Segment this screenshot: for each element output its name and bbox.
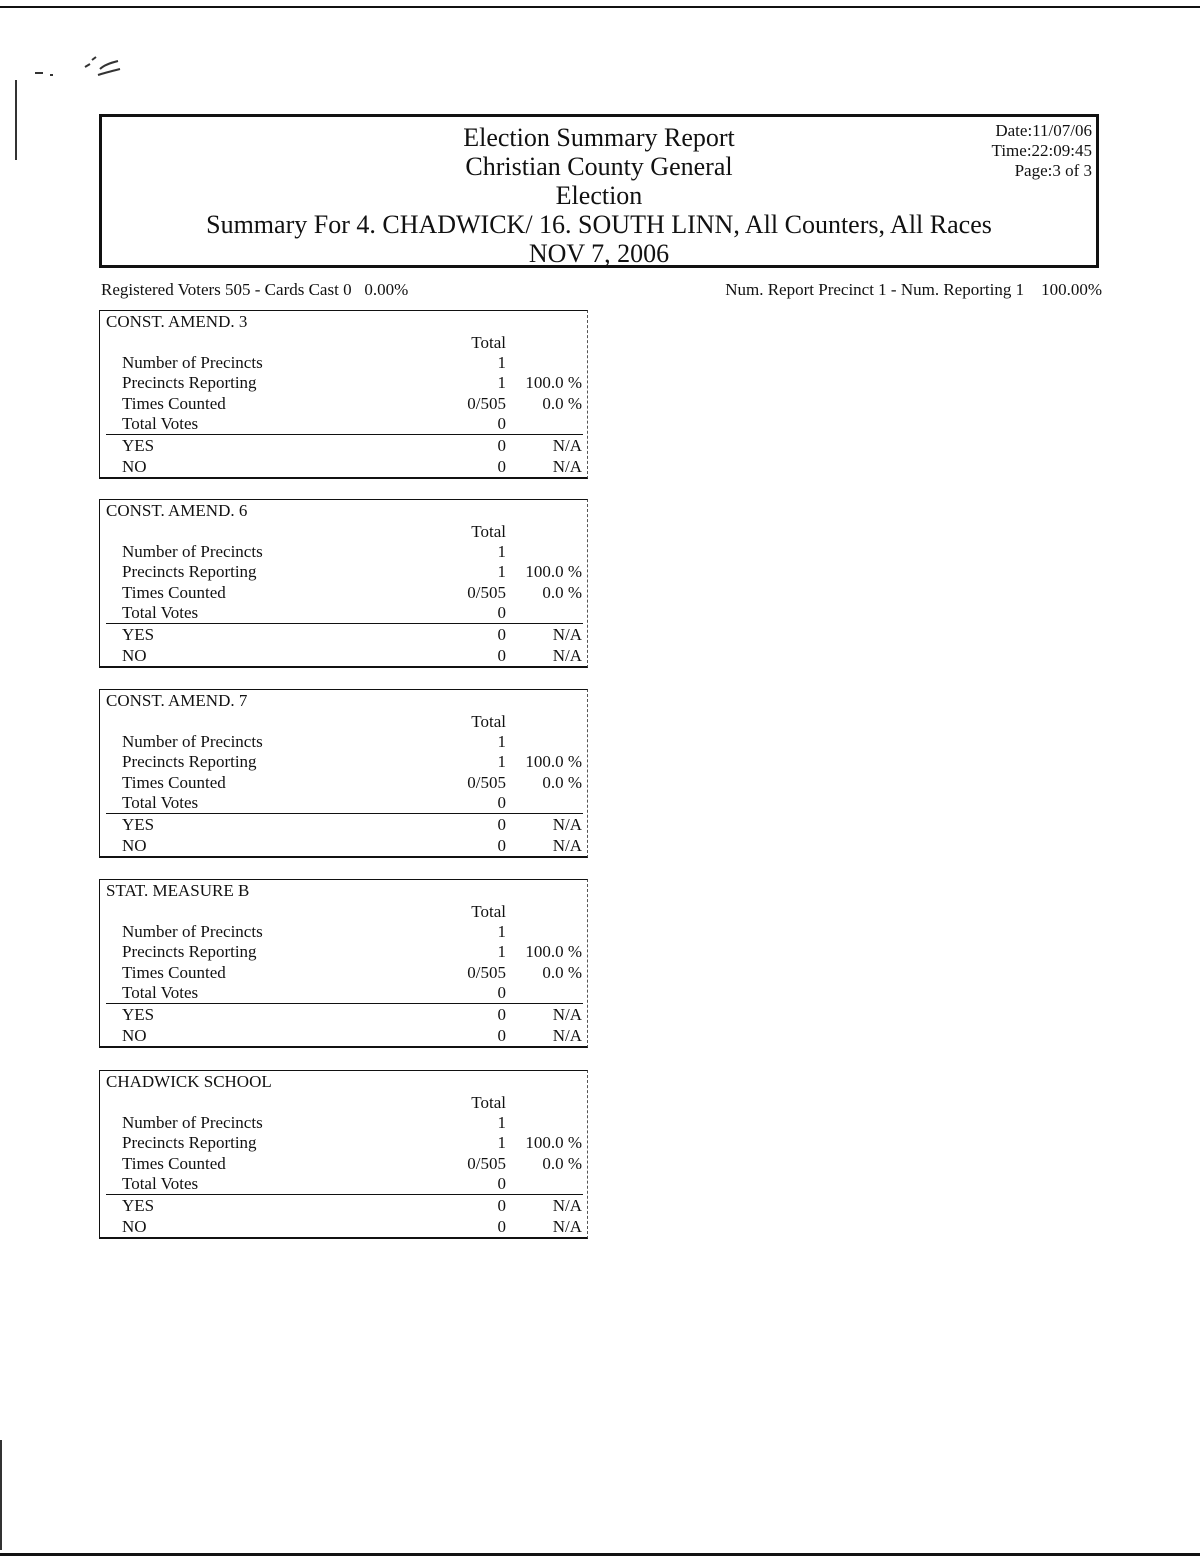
report-time: Time:22:09:45 — [991, 141, 1092, 160]
race-row — [100, 583, 587, 603]
race-row — [100, 394, 587, 414]
race-row — [100, 414, 587, 434]
row-label: Times Counted — [122, 394, 226, 413]
row-percent: N/A — [552, 457, 582, 476]
row-total: 0 — [497, 1005, 506, 1024]
race-row — [100, 922, 587, 942]
race-row — [100, 1217, 587, 1237]
row-total: 0 — [497, 603, 506, 622]
race-row — [100, 1133, 587, 1153]
race-row — [100, 773, 587, 793]
row-label: NO — [122, 836, 147, 855]
race-row — [100, 646, 587, 666]
race-row — [100, 732, 587, 752]
row-label: Number of Precincts — [122, 1113, 263, 1132]
row-label: Total Votes — [122, 603, 199, 622]
race-title: STAT. MEASURE B — [106, 881, 250, 900]
row-label: Number of Precincts — [122, 922, 263, 941]
row-label: Number of Precincts — [122, 542, 263, 561]
row-label: Times Counted — [122, 773, 226, 792]
row-total: 0 — [497, 436, 506, 455]
total-header: Total — [471, 902, 506, 921]
race-title: CONST. AMEND. 3 — [106, 312, 248, 331]
scan-bottom-edge — [0, 1553, 1200, 1566]
row-percent: N/A — [552, 625, 582, 644]
row-percent: 0.0 % — [542, 1154, 582, 1173]
row-total: 0/505 — [467, 394, 506, 413]
row-percent: 0.0 % — [542, 963, 582, 982]
row-label: Total Votes — [122, 1174, 199, 1193]
total-header-row — [100, 333, 587, 353]
row-percent: N/A — [552, 815, 582, 834]
race-row — [100, 1154, 587, 1174]
report-date: Date:11/07/06 — [995, 121, 1092, 140]
row-total: 0 — [497, 1217, 506, 1236]
row-total: 0/505 — [467, 773, 506, 792]
votes-divider — [106, 434, 583, 435]
row-total: 0 — [497, 815, 506, 834]
row-label: NO — [122, 1217, 147, 1236]
registered-voters-summary: Registered Voters 505 - Cards Cast 0 0.00% — [101, 280, 409, 299]
row-total: 0 — [497, 414, 506, 433]
race-row — [100, 542, 587, 562]
total-header-row — [100, 1093, 587, 1113]
row-total: 1 — [497, 1113, 506, 1132]
precinct-reporting-summary: Num. Report Precinct 1 - Num. Reporting 1 100.00% — [725, 280, 1102, 299]
total-header: Total — [471, 333, 506, 352]
row-percent: N/A — [552, 436, 582, 455]
row-label: YES — [122, 815, 155, 834]
race-row — [100, 1196, 587, 1216]
row-total: 0 — [497, 625, 506, 644]
row-percent: 100.0 % — [525, 562, 582, 581]
row-total: 0 — [497, 1174, 506, 1193]
scan-speck-marks — [30, 55, 130, 85]
race-row — [100, 436, 587, 456]
row-label: Number of Precincts — [122, 353, 263, 372]
row-total: 1 — [497, 942, 506, 961]
report-summary-for: Summary For 4. CHADWICK/ 16. SOUTH LINN, All Counters, All Races — [206, 210, 992, 239]
votes-divider — [106, 1194, 583, 1195]
race-title: CONST. AMEND. 6 — [106, 501, 248, 520]
report-election: Election — [555, 181, 643, 210]
row-percent: 100.0 % — [525, 373, 582, 392]
row-total: 1 — [497, 373, 506, 392]
race-stat-measure-b — [99, 879, 588, 1048]
row-label: Total Votes — [122, 414, 199, 433]
row-label: YES — [122, 625, 155, 644]
race-row — [100, 836, 587, 856]
race-const-amend-3 — [99, 310, 588, 479]
row-percent: N/A — [552, 836, 582, 855]
race-row — [100, 1174, 587, 1194]
report-page: Page:3 of 3 — [1014, 161, 1092, 180]
report-title: Election Summary Report — [463, 123, 735, 152]
row-total: 0 — [497, 793, 506, 812]
total-header-row — [100, 902, 587, 922]
row-percent: 100.0 % — [525, 752, 582, 771]
row-percent: N/A — [552, 1005, 582, 1024]
scan-top-edge — [0, 0, 1200, 8]
row-label: Total Votes — [122, 983, 199, 1002]
row-percent: 0.0 % — [542, 773, 582, 792]
row-percent: N/A — [552, 1026, 582, 1045]
row-percent: N/A — [552, 1217, 582, 1236]
report-county: Christian County General — [465, 152, 733, 181]
report-stamp — [992, 121, 1092, 181]
row-percent: 100.0 % — [525, 1133, 582, 1152]
race-title: CHADWICK SCHOOL — [106, 1072, 272, 1091]
row-label: Precincts Reporting — [122, 752, 257, 771]
row-percent: N/A — [552, 1196, 582, 1215]
race-row — [100, 353, 587, 373]
row-label: YES — [122, 436, 155, 455]
row-total: 0 — [497, 457, 506, 476]
row-total: 1 — [497, 542, 506, 561]
row-percent: 0.0 % — [542, 394, 582, 413]
race-row — [100, 793, 587, 813]
row-total: 0/505 — [467, 1154, 506, 1173]
votes-divider — [106, 623, 583, 624]
votes-divider — [106, 813, 583, 814]
row-label: YES — [122, 1005, 155, 1024]
row-label: Precincts Reporting — [122, 373, 257, 392]
row-label: Precincts Reporting — [122, 562, 257, 581]
row-total: 1 — [497, 562, 506, 581]
row-label: Times Counted — [122, 963, 226, 982]
row-label: NO — [122, 457, 147, 476]
race-row — [100, 983, 587, 1003]
row-label: NO — [122, 1026, 147, 1045]
row-total: 1 — [497, 353, 506, 372]
row-percent: 0.0 % — [542, 583, 582, 602]
row-label: Times Counted — [122, 1154, 226, 1173]
total-header: Total — [471, 522, 506, 541]
row-label: Total Votes — [122, 793, 199, 812]
total-header-row — [100, 712, 587, 732]
votes-divider — [106, 1003, 583, 1004]
race-title: CONST. AMEND. 7 — [106, 691, 248, 710]
row-total: 1 — [497, 1133, 506, 1152]
row-total: 0/505 — [467, 963, 506, 982]
race-row — [100, 373, 587, 393]
race-chadwick-school — [99, 1070, 588, 1239]
total-header-row — [100, 522, 587, 542]
race-const-amend-7 — [99, 689, 588, 858]
row-label: Number of Precincts — [122, 732, 263, 751]
total-header: Total — [471, 1093, 506, 1112]
race-row — [100, 1005, 587, 1025]
row-total: 0/505 — [467, 583, 506, 602]
race-row — [100, 942, 587, 962]
race-row — [100, 963, 587, 983]
row-label: Precincts Reporting — [122, 1133, 257, 1152]
race-row — [100, 562, 587, 582]
report-election-date: NOV 7, 2006 — [528, 239, 670, 268]
total-header: Total — [471, 712, 506, 731]
row-label: YES — [122, 1196, 155, 1215]
row-percent: N/A — [552, 646, 582, 665]
row-total: 1 — [497, 732, 506, 751]
row-label: Times Counted — [122, 583, 226, 602]
race-row — [100, 1026, 587, 1046]
race-row — [100, 1113, 587, 1133]
race-row — [100, 603, 587, 623]
scan-margin-mark — [0, 1440, 2, 1550]
row-percent: 100.0 % — [525, 942, 582, 961]
row-total: 0 — [497, 1026, 506, 1045]
row-total: 0 — [497, 1196, 506, 1215]
race-row — [100, 457, 587, 477]
row-label: NO — [122, 646, 147, 665]
report-header — [99, 114, 1099, 268]
race-const-amend-6 — [99, 499, 588, 668]
race-row — [100, 625, 587, 645]
row-total: 1 — [497, 752, 506, 771]
row-total: 0 — [497, 836, 506, 855]
row-label: Precincts Reporting — [122, 942, 257, 961]
row-total: 0 — [497, 646, 506, 665]
scan-margin-mark — [15, 80, 17, 160]
row-total: 0 — [497, 983, 506, 1002]
row-total: 1 — [497, 922, 506, 941]
race-row — [100, 815, 587, 835]
race-row — [100, 752, 587, 772]
